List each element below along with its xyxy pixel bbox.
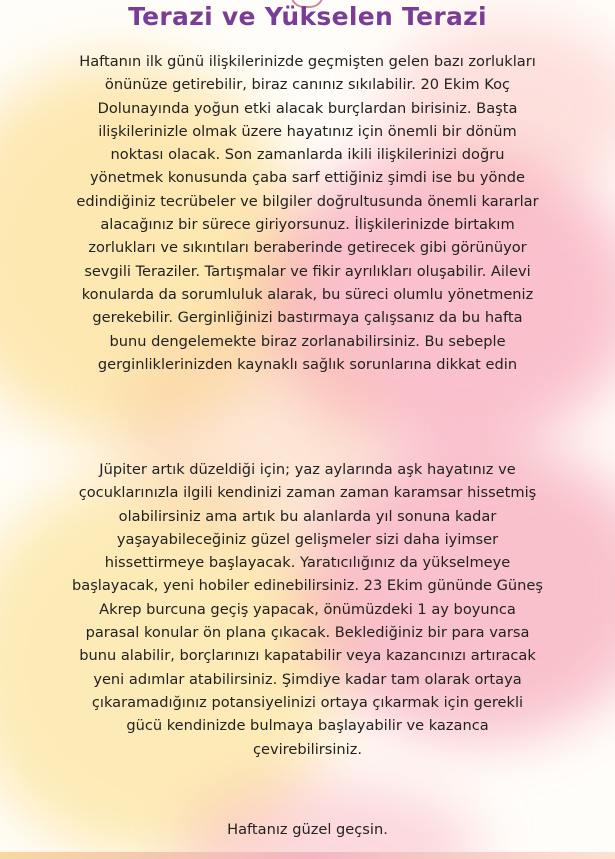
page-title: Terazi ve Yükselen Terazi: [128, 2, 487, 31]
text-line: çevirebilirsiniz.: [252, 740, 363, 758]
text-line: yaşayabileceğiniz güzel gelişmeler sizi daha iyimser: [116, 530, 499, 548]
text-line: zorlukları ve sıkıntıları beraberinde getirecek gibi görünüyor: [88, 239, 527, 257]
text-line: olabilirsiniz ama artık bu alanlarda yıl sonuna kadar: [118, 507, 497, 525]
text-line: sevgili Teraziler. Tartışmalar ve fikir ayrılıkları oluşabilir. Ailevi: [84, 262, 531, 280]
text-line: konularda da sorumluluk alarak, bu süreci olumlu yönetmeniz: [81, 285, 534, 303]
text-line: parasal konular ön plana çıkacak. Beklediğiniz bir para varsa: [85, 624, 530, 642]
closing-line: Haftanız güzel geçsin.: [227, 821, 388, 838]
bottom-decoration: [0, 852, 615, 859]
text-line: başlayacak, yeni hobiler edinebilirsiniz. 23 Ekim gününde Güneş: [72, 577, 543, 595]
text-line: Akrep burcuna geçiş yapacak, önümüzdeki 1 ay boyunca: [99, 600, 516, 618]
text-line: bunu dengelemekte biraz zorlanabilirsiniz. Bu sebeple: [109, 332, 506, 350]
text-line: ilişkilerinizle olmak üzere hayatınız için önemli bir dönüm: [98, 122, 517, 140]
text-line: Jüpiter artık düzeldiği için; yaz aylarında aşk hayatınız ve: [99, 461, 516, 478]
text-line: gerekebilir. Gerginliğinizi bastırmaya çalışsanız da bu hafta: [92, 309, 523, 327]
text-line: Haftanın ilk günü ilişkilerinizde geçmişten gelen bazı zorlukları: [79, 53, 536, 70]
text-line: yönetmek konusunda çaba sarf ettiğiniz şimdi ise bu yönde: [90, 169, 525, 187]
text-line: çocuklarınızla ilgili kendinizi zaman zaman karamsar hissetmiş: [78, 484, 537, 502]
text-line: bunu alabilir, borçlarınızı kapatabilir veya kazancınızı artıracak: [79, 647, 536, 665]
text-line: edindiğiniz tecrübeler ve bilgiler doğrultusunda önemli kararlar: [76, 192, 539, 210]
paragraph-weekly-forecast: [0, 50, 615, 376]
text-line: alacağınız bir sürece giriyorsunuz. İlişkilerinizde birtakım: [100, 216, 515, 234]
text-line: çıkaramadığınız potansiyelinizi ortaya çıkarmak için gerekli: [91, 693, 524, 711]
text-line: hissettirmeye başlayacak. Yaratıcılığınız da yükselmeye: [104, 554, 511, 572]
text-line: önünüze getirebilir, biraz canınız sıkılabilir. 20 Ekim Koç: [104, 76, 511, 94]
text-line: gerginliklerinizden kaynaklı sağlık sorunlarına dikkat edin: [97, 355, 518, 373]
text-line: gücü kendinizde bulmaya başlayabilir ve kazanca: [126, 717, 489, 735]
text-line: noktası olacak. Son zamanlarda ikili ilişkilerinizi doğru: [110, 146, 505, 164]
paragraph-jupiter-forecast: [0, 458, 615, 761]
text-line: yeni adımlar atabilirsiniz. Şimdiye kadar tam olarak ortaya: [93, 670, 522, 688]
text-line: Dolunayında yoğun etki alacak burçlardan birisiniz. Başta: [97, 99, 518, 117]
